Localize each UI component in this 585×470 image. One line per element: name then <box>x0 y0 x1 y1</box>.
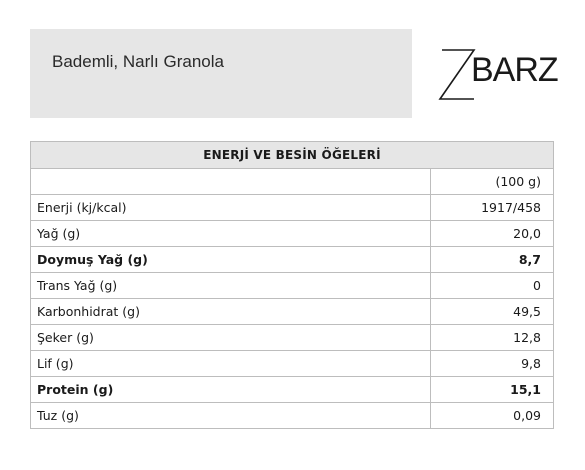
table-row <box>31 221 554 247</box>
nutrition-title: ENERJİ VE BESİN ÖĞELERİ <box>31 142 554 169</box>
nutrient-value: 9,8 <box>431 351 554 377</box>
table-row <box>31 195 554 221</box>
nutrient-label: Protein (g) <box>31 377 431 403</box>
brand-logo <box>437 47 557 103</box>
table-row <box>31 299 554 325</box>
nutrient-value: 12,8 <box>431 325 554 351</box>
table-row <box>31 247 554 273</box>
nutrient-label: Yağ (g) <box>31 221 431 247</box>
nutrient-label: Lif (g) <box>31 351 431 377</box>
table-row <box>31 325 554 351</box>
product-name: Bademli, Narlı Granola <box>52 52 224 71</box>
table-row <box>31 377 554 403</box>
nutrient-label: Enerji (kj/kcal) <box>31 195 431 221</box>
table-row <box>31 403 554 429</box>
nutrition-table <box>30 141 554 429</box>
unit-label: (100 g) <box>431 169 554 195</box>
nutrient-label: Tuz (g) <box>31 403 431 429</box>
nutrient-value: 8,7 <box>431 247 554 273</box>
nutrient-label: Trans Yağ (g) <box>31 273 431 299</box>
table-row <box>31 273 554 299</box>
nutrient-value: 20,0 <box>431 221 554 247</box>
table-row <box>31 351 554 377</box>
logo-text: BARZ <box>471 51 558 89</box>
nutrient-value: 0,09 <box>431 403 554 429</box>
unit-row <box>31 169 554 195</box>
nutrient-value: 15,1 <box>431 377 554 403</box>
nutrient-label: Şeker (g) <box>31 325 431 351</box>
unit-row-label <box>31 169 431 195</box>
nutrient-label: Doymuş Yağ (g) <box>31 247 431 273</box>
nutrient-value: 1917/458 <box>431 195 554 221</box>
nutrient-label: Karbonhidrat (g) <box>31 299 431 325</box>
nutrient-value: 0 <box>431 273 554 299</box>
product-header <box>30 29 412 118</box>
nutrient-value: 49,5 <box>431 299 554 325</box>
